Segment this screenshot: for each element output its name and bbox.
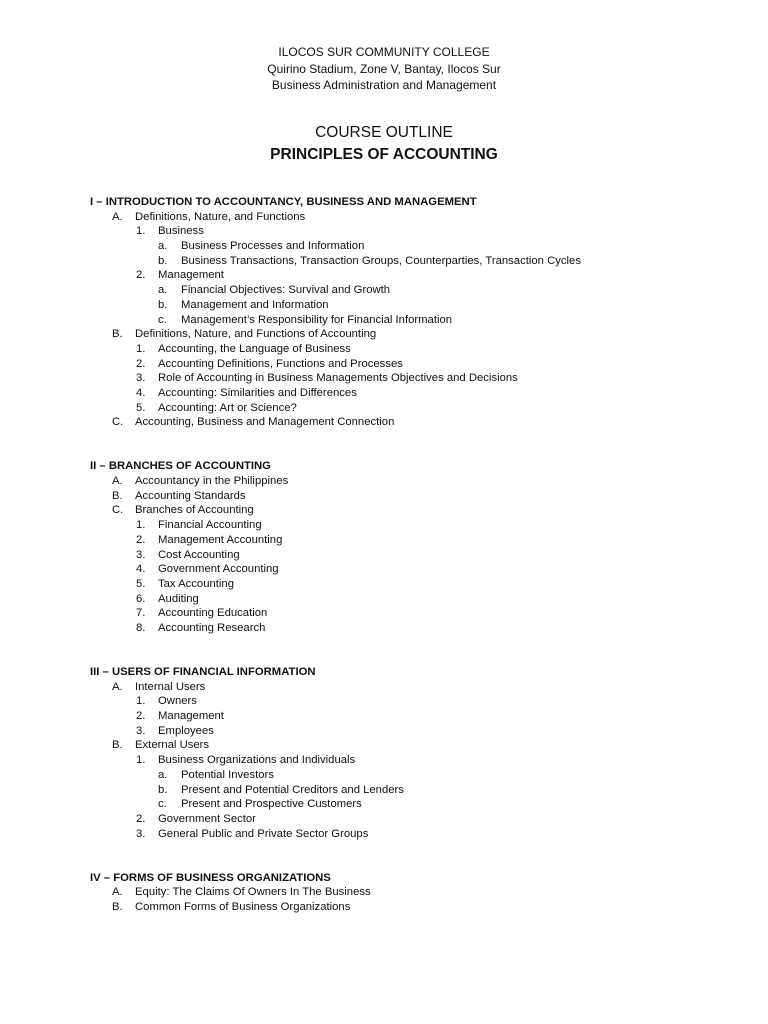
item-marker: 1. — [136, 754, 146, 767]
item-marker: 4. — [136, 563, 146, 576]
item-text: Accounting Standards — [135, 489, 246, 502]
outline-item — [90, 224, 730, 239]
item-text: Internal Users — [135, 680, 206, 693]
outline-item — [90, 797, 730, 812]
item-marker: 1. — [136, 225, 146, 238]
outline-item — [90, 577, 730, 592]
item-text: External Users — [135, 739, 210, 752]
outline-item — [90, 268, 730, 283]
item-marker: b. — [158, 254, 168, 267]
outline-item — [90, 298, 730, 313]
outline-item — [90, 313, 730, 328]
item-text: Management Accounting — [158, 533, 283, 546]
item-marker: C. — [112, 416, 124, 429]
outline-item — [90, 548, 730, 563]
item-text: Role of Accounting in Business Managements Objectives and Decisions — [158, 372, 518, 385]
college-header — [0, 44, 768, 94]
item-marker: a. — [158, 768, 168, 781]
item-marker: B. — [112, 739, 123, 752]
item-marker: 3. — [136, 548, 146, 561]
item-text: Accounting Research — [158, 621, 266, 634]
outline-item — [90, 753, 730, 768]
item-text: Management’s Responsibility for Financial Information — [181, 313, 453, 326]
outline-item — [90, 503, 730, 518]
outline-item — [90, 342, 730, 357]
outline-item — [90, 239, 730, 254]
item-text: Government Sector — [158, 812, 256, 825]
item-marker: 2. — [136, 812, 146, 825]
title-block — [0, 122, 768, 167]
outline-item — [90, 621, 730, 636]
outline-item — [90, 533, 730, 548]
outline-item — [90, 900, 730, 915]
item-text: Definitions, Nature, and Functions of Accounting — [135, 328, 377, 341]
outline-item — [90, 210, 730, 225]
item-text: Management — [158, 710, 224, 723]
college-address: Quirino Stadium, Zone V, Bantay, Ilocos Sur — [267, 61, 501, 76]
outline-section — [90, 459, 730, 635]
item-text: Auditing — [158, 592, 199, 605]
outline-item — [90, 371, 730, 386]
section-title: I – INTRODUCTION TO ACCOUNTANCY, BUSINESS AND MANAGEMENT — [90, 196, 477, 208]
outline-item — [90, 401, 730, 416]
outline-item — [90, 606, 730, 621]
item-text: Equity: The Claims Of Owners In The Business — [135, 886, 371, 899]
course-title: PRINCIPLES OF ACCOUNTING — [270, 146, 498, 163]
document-title: COURSE OUTLINE — [315, 124, 453, 141]
outline-item — [90, 724, 730, 739]
item-marker: 2. — [136, 533, 146, 546]
item-marker: A. — [112, 210, 123, 223]
outline-item — [90, 327, 730, 342]
item-text: Employees — [158, 724, 214, 737]
item-text: Potential Investors — [181, 768, 274, 781]
item-text: Business Organizations and Individuals — [158, 754, 356, 767]
outline-item — [90, 562, 730, 577]
outline-item — [90, 680, 730, 695]
outline-item — [90, 357, 730, 372]
item-marker: 4. — [136, 386, 146, 399]
outline-item — [90, 738, 730, 753]
item-text: Branches of Accounting — [135, 504, 254, 517]
item-marker: 6. — [136, 592, 146, 605]
item-marker: 3. — [136, 372, 146, 385]
item-marker: 3. — [136, 724, 146, 737]
item-marker: 1. — [136, 342, 146, 355]
item-marker: a. — [158, 240, 168, 253]
item-text: Business Transactions, Transaction Groups, Counterparties, Transaction Cycles — [181, 254, 581, 267]
outline-item — [90, 283, 730, 298]
outline-item — [90, 827, 730, 842]
item-text: Definitions, Nature, and Functions — [135, 210, 306, 223]
item-text: Accounting Education — [158, 607, 268, 620]
item-text: Business Processes and Information — [181, 240, 365, 253]
outline-item — [90, 812, 730, 827]
item-marker: 2. — [136, 710, 146, 723]
item-text: General Public and Private Sector Groups — [158, 827, 369, 840]
college-name: ILOCOS SUR COMMUNITY COLLEGE — [278, 45, 490, 59]
outline-item — [90, 489, 730, 504]
outline-item — [90, 783, 730, 798]
item-text: Management and Information — [181, 298, 329, 311]
item-marker: B. — [112, 489, 123, 502]
item-text: Common Forms of Business Organizations — [135, 901, 351, 914]
department-name: Business Administration and Management — [271, 78, 497, 92]
outline-item — [90, 768, 730, 783]
item-marker: 1. — [136, 695, 146, 708]
item-text: Management — [158, 269, 224, 282]
item-text: Accounting Definitions, Functions and Processes — [158, 357, 403, 370]
item-marker: A. — [112, 680, 123, 693]
outline-item — [90, 474, 730, 489]
item-marker: A. — [112, 475, 123, 488]
item-marker: c. — [158, 798, 167, 811]
item-marker: B. — [112, 328, 123, 341]
item-marker: b. — [158, 298, 168, 311]
item-marker: a. — [158, 284, 168, 297]
item-text: Financial Accounting — [158, 519, 262, 532]
item-text: Accounting, the Language of Business — [158, 342, 351, 355]
item-text: Financial Objectives: Survival and Growth — [181, 284, 391, 297]
item-text: Accounting: Art or Science? — [158, 401, 297, 414]
item-text: Present and Prospective Customers — [181, 798, 362, 811]
item-marker: 2. — [136, 357, 146, 370]
outline-section — [90, 665, 730, 841]
outline-item — [90, 694, 730, 709]
item-marker: 8. — [136, 621, 146, 634]
item-text: Accountancy in the Philippines — [135, 475, 289, 488]
section-title: IV – FORMS OF BUSINESS ORGANIZATIONS — [90, 871, 331, 884]
item-text: Tax Accounting — [158, 577, 234, 590]
item-text: Business — [158, 225, 204, 238]
course-outline — [90, 195, 730, 915]
section-title: III – USERS OF FINANCIAL INFORMATION — [90, 666, 316, 679]
item-text: Accounting, Business and Management Connection — [135, 416, 395, 429]
outline-section — [90, 195, 730, 430]
item-marker: 5. — [136, 577, 146, 590]
item-text: Cost Accounting — [158, 548, 240, 561]
item-marker: 3. — [136, 827, 146, 840]
item-marker: C. — [112, 504, 124, 517]
outline-item — [90, 254, 730, 269]
outline-item — [90, 709, 730, 724]
section-title: II – BRANCHES OF ACCOUNTING — [90, 460, 271, 473]
outline-item — [90, 885, 730, 900]
item-marker: B. — [112, 901, 123, 914]
item-text: Present and Potential Creditors and Lenders — [181, 783, 404, 796]
outline-item — [90, 518, 730, 533]
item-marker: 7. — [136, 607, 146, 620]
item-marker: 2. — [136, 269, 146, 282]
item-marker: 5. — [136, 401, 146, 414]
outline-item — [90, 592, 730, 607]
outline-section — [90, 871, 730, 915]
item-text: Government Accounting — [158, 563, 279, 576]
item-marker: 1. — [136, 519, 146, 532]
item-marker: b. — [158, 783, 168, 796]
outline-item — [90, 386, 730, 401]
item-text: Accounting: Similarities and Differences — [158, 386, 357, 399]
item-marker: c. — [158, 313, 167, 326]
outline-item — [90, 415, 730, 430]
item-text: Owners — [158, 695, 197, 708]
item-marker: A. — [112, 886, 123, 899]
